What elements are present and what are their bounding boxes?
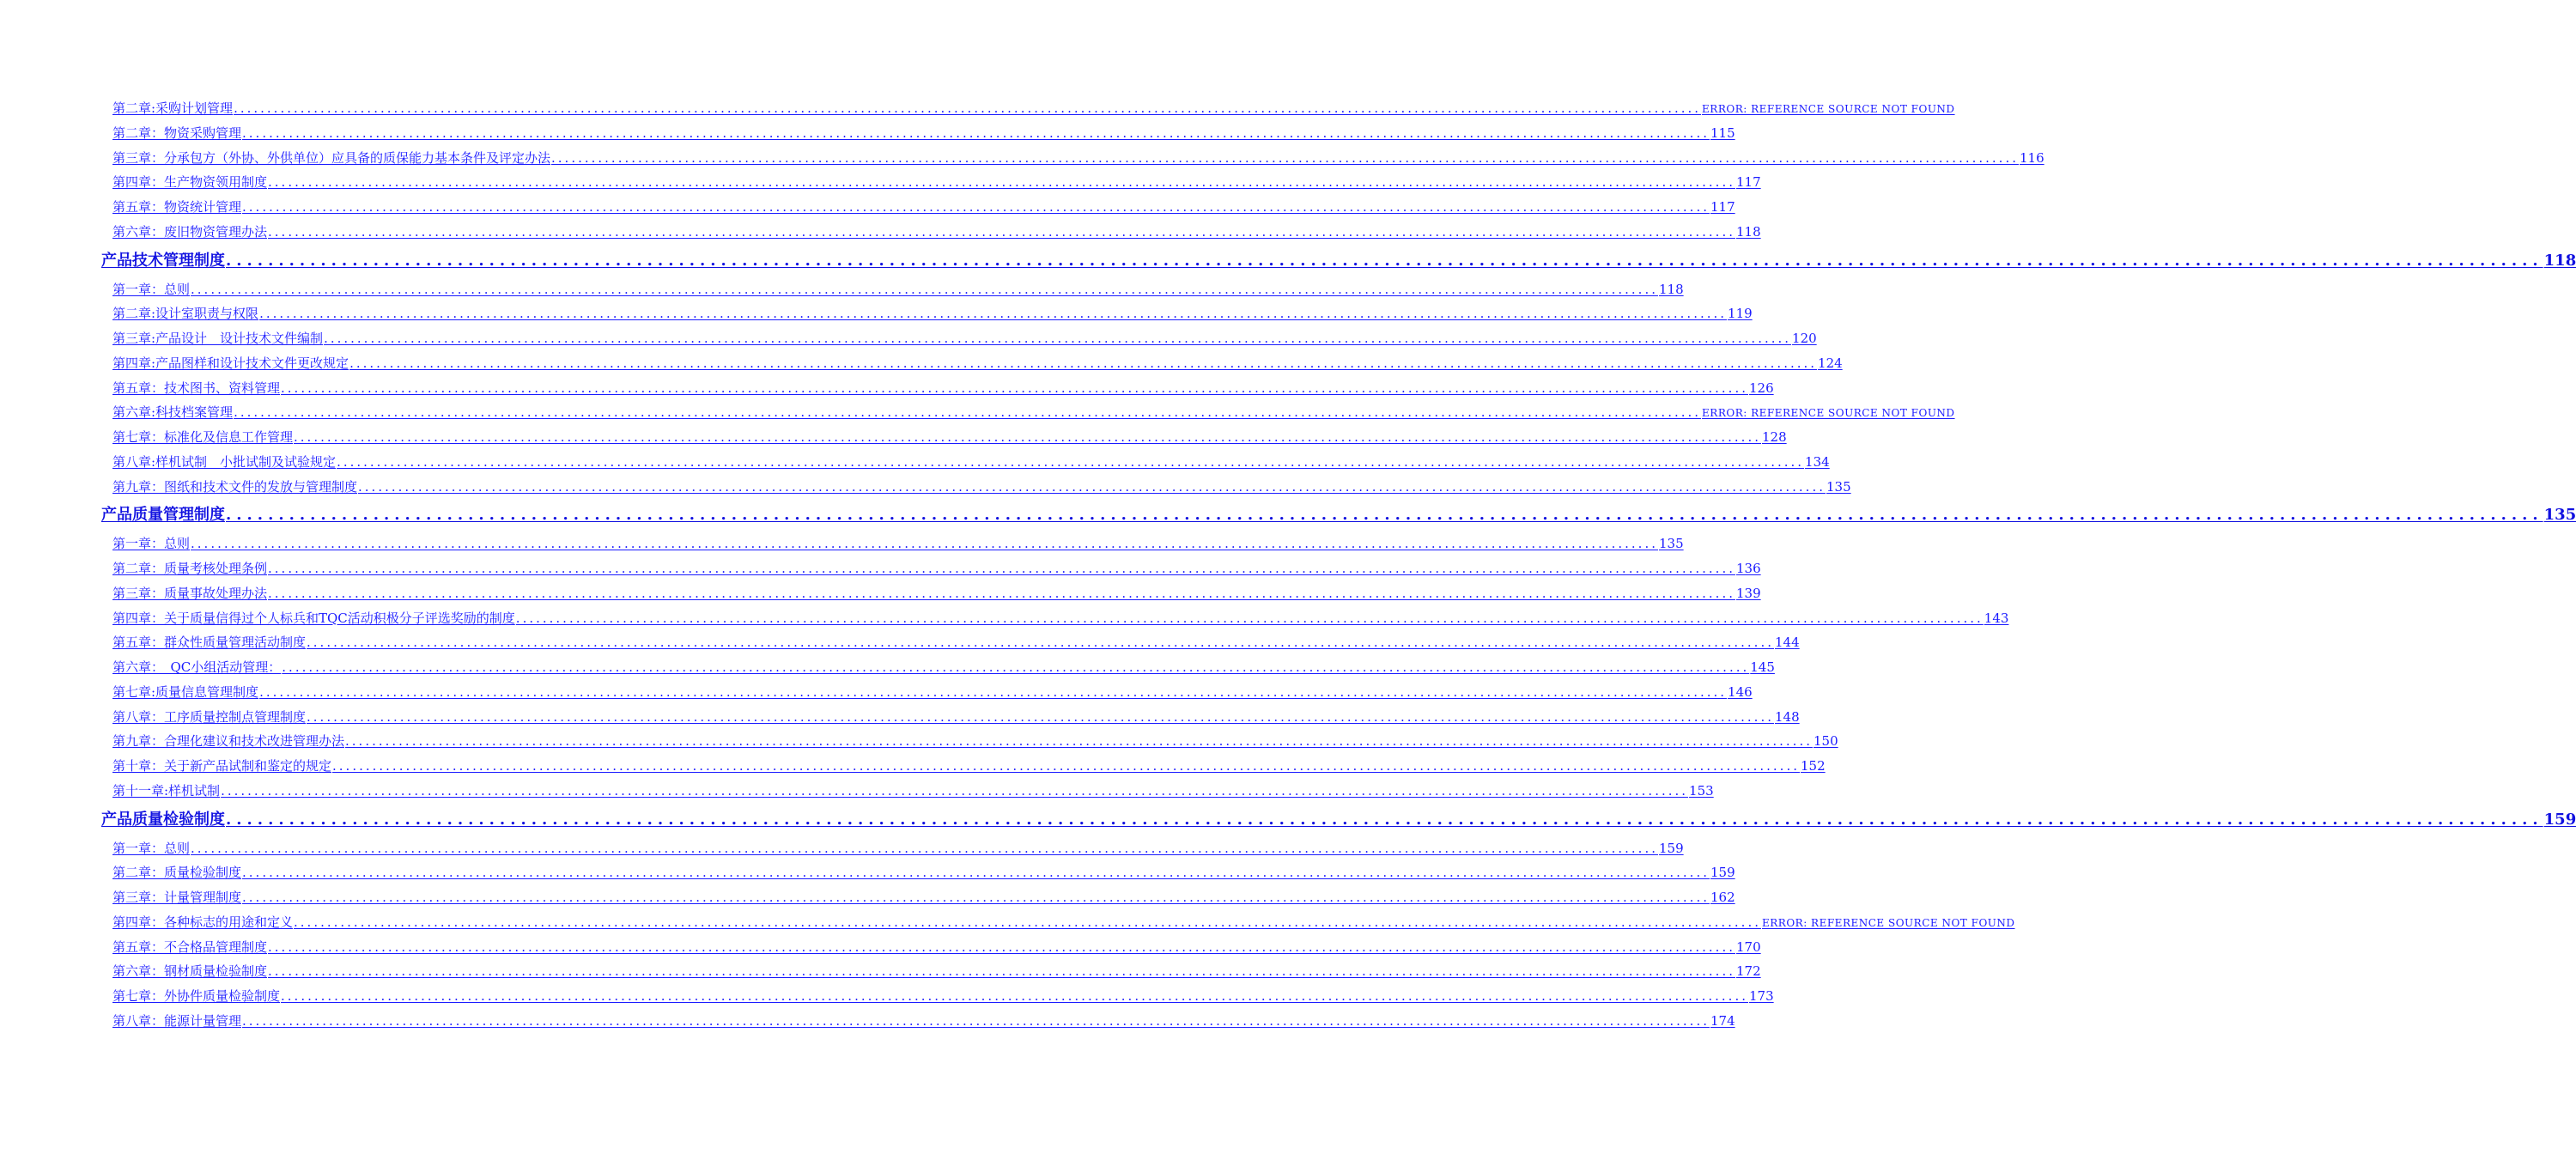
toc-leader-dots: ............................................................................................................................................................................................................................ [268, 561, 1735, 576]
toc-entry-title: 第二章：质量检验制度 [112, 865, 242, 881]
toc-chapter-entry[interactable] [112, 655, 1775, 680]
toc-chapter-entry[interactable] [112, 170, 1761, 195]
toc-entry-title: 第一章：总则 [112, 840, 191, 856]
toc-entry-title: 产品质量管理制度 [101, 506, 225, 525]
toc-entry-title: 第八章：工序质量控制点管理制度 [112, 708, 307, 725]
toc-chapter-entry[interactable] [112, 376, 1774, 401]
toc-leader-dots: ............................................................................................................................................................................................................................ [242, 890, 1710, 905]
toc-section-heading[interactable] [101, 245, 2576, 277]
toc-entry-title: 第八章:样机试制 小批试制及试验规定 [112, 453, 337, 470]
toc-section-heading[interactable] [101, 804, 2576, 836]
toc-entry-title: 第八章：能源计量管理 [112, 1012, 242, 1029]
toc-chapter-entry[interactable] [112, 754, 1826, 779]
toc-chapter-entry[interactable] [112, 425, 1787, 450]
toc-leader-dots: ............................................................................................................................................................................................................................ [332, 758, 1800, 774]
toc-entry-title: 第七章：标准化及信息工作管理 [112, 429, 294, 445]
toc-entry-page: 172 [1736, 963, 1761, 980]
toc-entry-page: 148 [1775, 708, 1800, 725]
toc-chapter-entry[interactable] [112, 581, 1761, 606]
toc-entry-title: 第六章： QC小组活动管理： [112, 659, 282, 675]
toc-entry-page: 146 [1728, 683, 1753, 700]
toc-entry-title: 第二章：物资采购管理 [112, 125, 242, 141]
toc-entry-title: 第一章：总则 [112, 536, 191, 552]
toc-entry-page: 145 [1750, 659, 1775, 675]
toc-chapter-entry[interactable] [112, 556, 1761, 581]
toc-leader-dots: ............................................................................................................................................................................................................................ [234, 404, 1702, 421]
toc-entry-page: 126 [1749, 380, 1774, 396]
toc-entry-title: 第十一章:样机试制 [112, 782, 221, 799]
toc-leader-dots: ............................................................................................................................................................................................................................ [191, 536, 1658, 552]
toc-entry-page: 144 [1775, 635, 1800, 651]
toc-entry-page: 162 [1710, 890, 1735, 905]
toc-entry-title: 第七章：外协件质量检验制度 [112, 988, 281, 1004]
toc-leader-dots: ............................................................................................................................................................................................................................ [191, 281, 1658, 297]
toc-entry-page: 143 [1984, 610, 2009, 626]
toc-chapter-entry[interactable] [112, 277, 1684, 302]
toc-entry-page: 120 [1792, 331, 1817, 346]
toc-section-heading[interactable] [101, 499, 2576, 531]
toc-chapter-entry[interactable] [112, 96, 1955, 121]
toc-chapter-entry[interactable] [112, 195, 1735, 220]
toc-chapter-entry[interactable] [112, 705, 1800, 730]
toc-entry-page: 174 [1710, 1012, 1735, 1029]
toc-chapter-entry[interactable] [112, 885, 1735, 910]
toc-entry-page: 118 [2543, 251, 2576, 270]
toc-entry-page: 135 [1826, 478, 1851, 495]
toc-chapter-entry[interactable] [112, 121, 1735, 146]
toc-chapter-entry[interactable] [112, 984, 1774, 1009]
toc-leader-dots: ............................................................................................................................................................................................................................ [242, 125, 1710, 141]
toc-entry-title: 第九章：图纸和技术文件的发放与管理制度 [112, 478, 358, 495]
toc-entry-title: 第五章：技术图书、资料管理 [112, 380, 281, 396]
toc-entry-page: 150 [1814, 733, 1838, 750]
toc-leader-dots: ............................................................................................................................................................................................................................ [281, 988, 1748, 1004]
toc-entry-page: 117 [1736, 174, 1761, 191]
toc-chapter-entry[interactable] [112, 606, 2009, 631]
toc-chapter-entry[interactable] [112, 220, 1761, 245]
toc-leader-dots: ............................................................................................................................................................................................................................ [294, 914, 1761, 930]
toc-chapter-entry[interactable] [112, 836, 1684, 861]
table-of-contents [0, 96, 2576, 1034]
toc-entry-title: 第六章:科技档案管理 [112, 404, 234, 421]
toc-entry-page: 139 [1736, 585, 1761, 601]
toc-entry-title: 第二章：质量考核处理条例 [112, 561, 268, 576]
toc-entry-page: 134 [1805, 453, 1830, 470]
toc-entry-page: ERROR: REFERENCE SOURCE NOT FOUND [1762, 916, 2015, 929]
toc-entry-title: 第五章：物资统计管理 [112, 199, 242, 215]
toc-entry-title: 第四章：关于质量信得过个人标兵和TQC活动积极分子评选奖励的制度 [112, 610, 515, 626]
toc-leader-dots: ............................................................................................................................................................................................................................ [307, 635, 1774, 651]
toc-entry-title: 产品质量检验制度 [101, 810, 225, 829]
toc-entry-page: 159 [1659, 840, 1684, 856]
toc-entry-title: 第三章：分承包方（外协、外供单位）应具备的质保能力基本条件及评定办法 [112, 149, 551, 166]
toc-leader-dots: ............................................................................................................................................................................................................................ [191, 840, 1658, 856]
toc-leader-dots: ............................................................................................................................................................................................................................ [337, 453, 1805, 470]
toc-chapter-entry[interactable] [112, 729, 1838, 754]
toc-entry-title: 第三章：计量管理制度 [112, 890, 242, 905]
toc-chapter-entry[interactable] [112, 860, 1735, 885]
toc-entry-page: 159 [2543, 810, 2576, 829]
toc-entry-title: 第四章：生产物资领用制度 [112, 174, 268, 191]
toc-entry-title: 产品技术管理制度 [101, 251, 225, 270]
toc-leader-dots: ............................................................................................................................................................................................................................ [358, 478, 1826, 495]
toc-chapter-entry[interactable] [112, 475, 1851, 500]
toc-entry-page: ERROR: REFERENCE SOURCE NOT FOUND [1702, 103, 1955, 115]
toc-entry-title: 第三章:产品设计 设计技术文件编制 [112, 331, 324, 346]
toc-leader-dots: ............................................................................................................................................................................................................................ [307, 708, 1774, 725]
toc-leader-dots: ............................................................................................................................................................................................................................ [281, 380, 1748, 396]
toc-entry-title: 第三章：质量事故处理办法 [112, 585, 268, 601]
toc-leader-dots: ............................................................................................................................................................................................................................ [259, 306, 1728, 322]
toc-leader-dots: ............................................................................................................................................................................................................................ [226, 506, 2543, 525]
toc-entry-title: 第七章:质量信息管理制度 [112, 683, 259, 700]
toc-leader-dots: ............................................................................................................................................................................................................................ [226, 810, 2543, 829]
toc-entry-page: 116 [2020, 149, 2044, 166]
toc-chapter-entry[interactable] [112, 959, 1761, 984]
toc-leader-dots: ............................................................................................................................................................................................................................ [294, 429, 1761, 445]
toc-entry-title: 第六章：钢材质量检验制度 [112, 963, 268, 980]
toc-entry-title: 第五章：不合格品管理制度 [112, 938, 268, 955]
toc-entry-title: 第十章：关于新产品试制和鉴定的规定 [112, 758, 332, 774]
toc-leader-dots: ............................................................................................................................................................................................................................ [268, 963, 1735, 980]
toc-entry-title: 第六章：废旧物资管理办法 [112, 223, 268, 240]
toc-leader-dots: ............................................................................................................................................................................................................................ [282, 659, 1750, 675]
toc-entry-page: 136 [1736, 561, 1761, 576]
toc-entry-page: 159 [1710, 865, 1735, 881]
toc-chapter-entry[interactable] [112, 301, 1753, 326]
toc-chapter-entry[interactable] [112, 935, 1761, 960]
toc-leader-dots: ............................................................................................................................................................................................................................ [268, 938, 1735, 955]
toc-leader-dots: ............................................................................................................................................................................................................................ [515, 610, 1984, 626]
toc-chapter-entry[interactable] [112, 146, 2044, 171]
toc-leader-dots: ............................................................................................................................................................................................................................ [221, 782, 1689, 799]
toc-leader-dots: ............................................................................................................................................................................................................................ [268, 223, 1735, 240]
toc-leader-dots: ............................................................................................................................................................................................................................ [268, 585, 1735, 601]
toc-entry-title: 第一章：总则 [112, 281, 191, 297]
toc-chapter-entry[interactable] [112, 680, 1753, 705]
toc-entry-page: 115 [1710, 125, 1735, 141]
toc-chapter-entry[interactable] [112, 400, 1955, 425]
toc-entry-page: 124 [1818, 355, 1843, 371]
toc-chapter-entry[interactable] [112, 326, 1817, 351]
toc-entry-title: 第四章:产品图样和设计技术文件更改规定 [112, 355, 349, 371]
toc-entry-page: 118 [1659, 281, 1684, 297]
toc-entry-page: 135 [2543, 506, 2576, 525]
toc-entry-page: 153 [1689, 782, 1714, 799]
toc-leader-dots: ............................................................................................................................................................................................................................ [242, 865, 1710, 881]
toc-chapter-entry[interactable] [112, 450, 1830, 475]
toc-entry-title: 第四章：各种标志的用途和定义 [112, 914, 294, 930]
toc-leader-dots: ............................................................................................................................................................................................................................ [551, 149, 2019, 166]
toc-chapter-entry[interactable] [112, 531, 1684, 556]
toc-leader-dots: ............................................................................................................................................................................................................................ [349, 355, 1818, 371]
toc-entry-title: 第五章：群众性质量管理活动制度 [112, 635, 307, 651]
toc-entry-page: 170 [1736, 938, 1761, 955]
toc-leader-dots: ............................................................................................................................................................................................................................ [324, 331, 1792, 346]
toc-entry-page: 128 [1762, 429, 1787, 445]
toc-entry-page: 152 [1801, 758, 1826, 774]
toc-entry-page: 173 [1749, 988, 1774, 1004]
toc-leader-dots: ............................................................................................................................................................................................................................ [242, 199, 1710, 215]
toc-leader-dots: ............................................................................................................................................................................................................................ [234, 100, 1702, 116]
toc-chapter-entry[interactable] [112, 630, 1800, 655]
toc-leader-dots: ............................................................................................................................................................................................................................ [226, 251, 2543, 270]
toc-entry-page: 135 [1659, 536, 1684, 552]
toc-leader-dots: ............................................................................................................................................................................................................................ [259, 683, 1728, 700]
toc-entry-title: 第二章:采购计划管理 [112, 100, 234, 116]
toc-entry-page: 118 [1736, 223, 1761, 240]
toc-entry-page: ERROR: REFERENCE SOURCE NOT FOUND [1702, 407, 1955, 420]
toc-chapter-entry[interactable] [112, 779, 1714, 804]
toc-entry-title: 第二章:设计室职责与权限 [112, 306, 259, 322]
toc-leader-dots: ............................................................................................................................................................................................................................ [242, 1012, 1710, 1029]
toc-leader-dots: ............................................................................................................................................................................................................................ [268, 174, 1735, 191]
toc-chapter-entry[interactable] [112, 1009, 1735, 1034]
toc-chapter-entry[interactable] [112, 351, 1843, 376]
toc-leader-dots: ............................................................................................................................................................................................................................ [345, 733, 1813, 750]
toc-entry-page: 117 [1710, 199, 1735, 215]
toc-chapter-entry[interactable] [112, 910, 2015, 935]
toc-entry-page: 119 [1728, 306, 1753, 322]
toc-entry-title: 第九章：合理化建议和技术改进管理办法 [112, 733, 345, 750]
